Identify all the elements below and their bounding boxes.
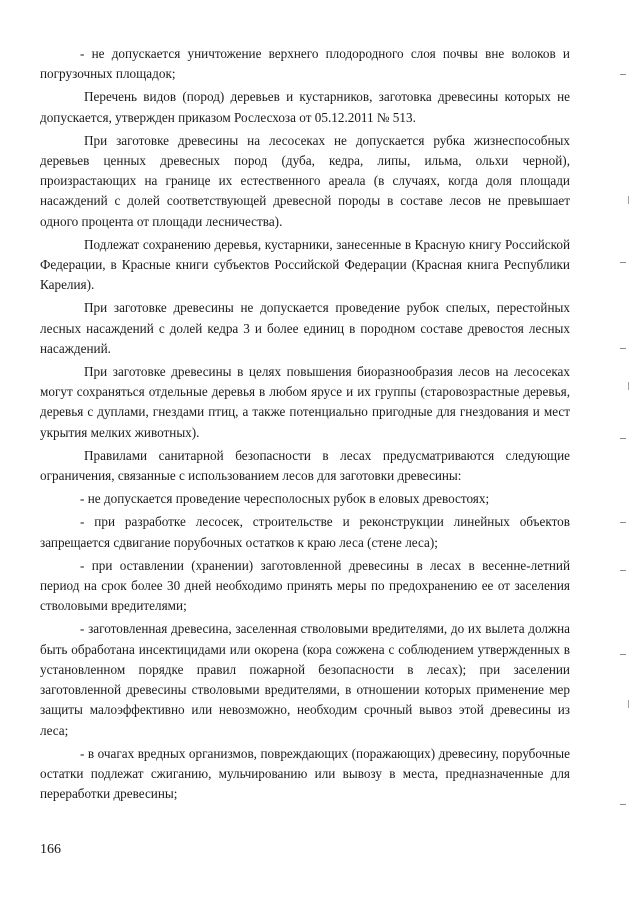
paragraph: - не допускается проведение чересполосных рубок в еловых древостоях; [80,491,490,507]
margin-mark [620,522,626,523]
margin-mark [628,196,629,204]
margin-mark [620,74,626,75]
margin-mark [620,654,626,655]
margin-mark [620,804,626,805]
page-body [40,44,570,807]
paragraph: При заготовке древесины не допускается проведение рубок спелых, перестойных лесных насаждений с долей кедра 3 и более единиц в породном составе древостоя лесных насаждений. [40,300,570,356]
margin-mark [628,382,629,390]
margin-mark [620,348,626,349]
margin-mark [620,438,626,439]
paragraph: Правилами санитарной безопасности в лесах предусматриваются следующие ограничения, связанные с использованием лесов для заготовки древесины: [40,447,570,484]
paragraph: - при разработке лесосек, строительстве и реконструкции линейных объектов запрещается сдвигание порубочных остатков к краю леса (стене леса); [40,514,570,550]
margin-mark [628,700,629,708]
paragraph: - заготовленная древесина, заселенная стволовыми вредителями, до их вылета должна быть обработана инсектицидами или окорена (кора сожжена с соблюдением утвержденных в установленном порядке правил пожарной безопасности в лесах); при заселении заготовленной древесины стволовыми вредителями, в отношении которых применение мер защиты малоэффективно или невозможно, необходим срочный вывоз этой древесины из леса; [40,621,570,738]
paragraph: Подлежат сохранению деревья, кустарники, занесенные в Красную книгу Российской Федерации, в Красные книги субъектов Российской Федерации (Красная книга Республики Карелия). [40,236,570,293]
paragraph: При заготовке древесины на лесосеках не допускается рубка жизнеспособных деревьев ценных древесных пород (дуба, кедра, липы, ильма, ольхи черной), произрастающих на границе их естественного ареала (в случаях, когда доля площади насаждений с долей соответствующей древесной породы в составе лесов не превышает одного процента от площади лесничества). [40,132,570,229]
paragraph: При заготовке древесины в целях повышения биоразнообразия лесов на лесосеках могут сохраняться отдельные деревья в любом ярусе и их группы (старовозрастные деревья, деревья с дуплами, гнездами птиц, а также потенциально пригодные для гнездования и мест укрытия мелких животных). [40,364,570,440]
page-number: 166 [40,842,61,857]
margin-mark [620,570,626,571]
margin-mark [620,262,626,263]
paragraph: - не допускается уничтожение верхнего плодородного слоя почвы вне волоков и погрузочных площадок; [40,46,570,82]
paragraph: - в очагах вредных организмов, повреждающих (поражающих) древесину, порубочные остатки подлежат сжиганию, мульчированию или вывозу в места, предназначенные для переработки древесины; [40,745,570,802]
paragraph: Перечень видов (пород) деревьев и кустарников, заготовка древесины которых не допускается, утвержден приказом Рослесхоза от 05.12.2011 № 513. [40,89,570,125]
paragraph: - при оставлении (хранении) заготовленной древесины в лесах в весенне-летний период на срок более 30 дней необходимо принять меры по предохранению ее от заселения стволовыми вредителями; [40,557,570,614]
